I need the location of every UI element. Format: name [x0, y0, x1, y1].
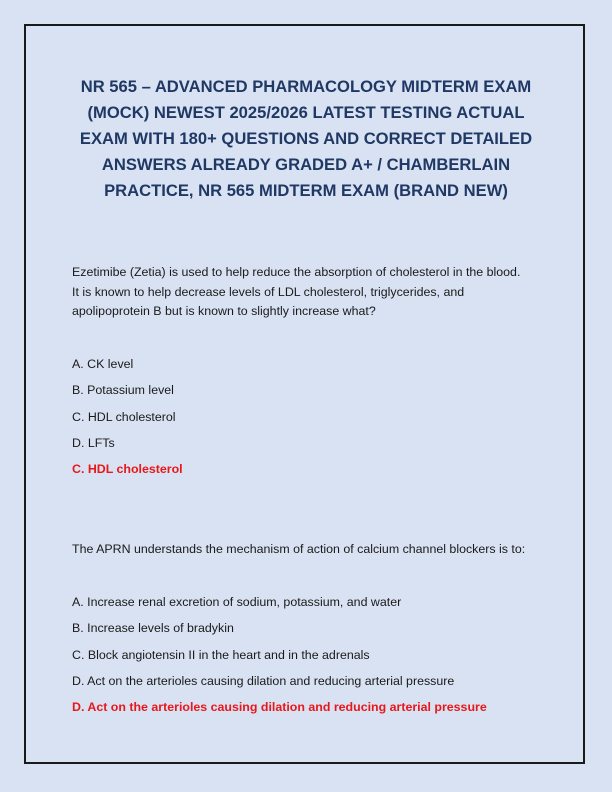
- title-line: EXAM WITH 180+ QUESTIONS AND CORRECT DETAILED: [79, 129, 533, 148]
- question-2-line: The APRN understands the mechanism of action of calcium channel blockers is to:: [72, 542, 526, 556]
- question-1-option-d: D. LFTs: [72, 436, 115, 450]
- question-1-text: [72, 263, 520, 322]
- title-line: NR 565 – ADVANCED PHARMACOLOGY MIDTERM EXAM: [80, 77, 532, 96]
- question-1-option-a: A. CK level: [72, 357, 134, 371]
- question-1-answer: C. HDL cholesterol: [72, 462, 183, 476]
- question-1-line: Ezetimibe (Zetia) is used to help reduce the absorption of cholesterol in the blood.: [72, 265, 521, 279]
- question-2-option-b: B. Increase levels of bradykin: [72, 621, 234, 635]
- question-2-answer: D. Act on the arterioles causing dilation and reducing arterial pressure: [72, 700, 487, 714]
- question-2-option-c: C. Block angiotensin II in the heart and in the adrenals: [72, 648, 370, 662]
- title-line: PRACTICE, NR 565 MIDTERM EXAM (BRAND NEW): [104, 181, 508, 200]
- question-2-option-a: A. Increase renal excretion of sodium, potassium, and water: [72, 595, 402, 609]
- question-1-option-b: B. Potassium level: [72, 383, 174, 397]
- question-1-option-c: C. HDL cholesterol: [72, 410, 176, 424]
- question-2-text: [72, 540, 525, 560]
- question-1-line: apolipoprotein B but is known to slightly increase what?: [72, 304, 376, 318]
- question-1-line: It is known to help decrease levels of LDL cholesterol, triglycerides, and: [72, 284, 465, 299]
- title-line: (MOCK) NEWEST 2025/2026 LATEST TESTING ACTUAL: [87, 103, 525, 122]
- document-title: [48, 74, 564, 204]
- title-line: ANSWERS ALREADY GRADED A+ / CHAMBERLAIN: [101, 155, 511, 174]
- question-2-option-d: D. Act on the arterioles causing dilation and reducing arterial pressure: [72, 674, 455, 688]
